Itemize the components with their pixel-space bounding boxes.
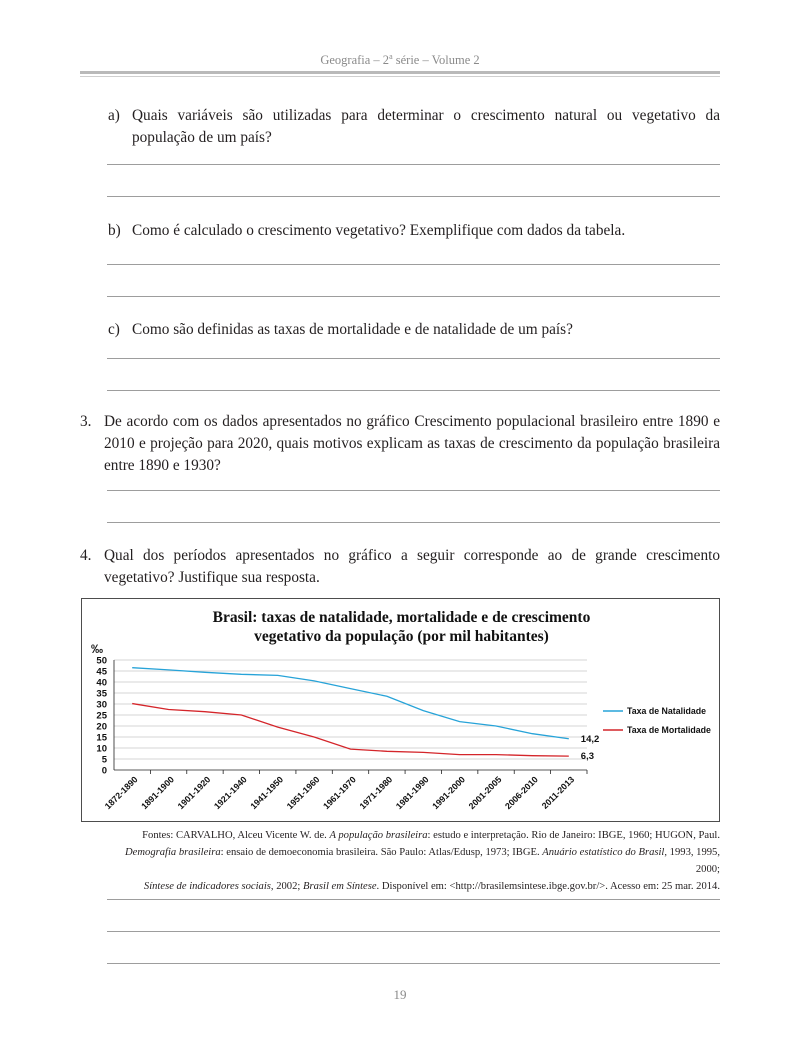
source-title: A população brasileira xyxy=(329,830,428,841)
x-tick-label: 1951-1960 xyxy=(284,774,322,812)
page-number: 19 xyxy=(393,987,407,1002)
answer-line[interactable] xyxy=(107,296,720,297)
answer-line[interactable] xyxy=(107,264,720,265)
y-tick-label: 40 xyxy=(96,677,107,689)
x-tick-label: 2011-2013 xyxy=(539,774,577,811)
y-tick-label: 0 xyxy=(101,765,107,777)
source-title: Anuário estatístico do Brasil xyxy=(542,847,665,858)
y-axis-unit: ‰ xyxy=(91,642,103,656)
sources-line-2 xyxy=(100,844,720,878)
y-tick-label: 15 xyxy=(96,732,107,744)
header-ordinal: a xyxy=(389,52,393,61)
chart-title-line2: vegetativo da população (por mil habitantes) xyxy=(254,628,549,645)
answer-line[interactable] xyxy=(107,963,720,964)
answer-line[interactable] xyxy=(107,522,720,523)
question-c-label: c) xyxy=(108,321,120,338)
running-header xyxy=(0,52,800,68)
x-tick-label: 2001-2005 xyxy=(466,774,504,812)
header-suffix: série – Volume 2 xyxy=(392,53,480,68)
source-title: Síntese de indicadores sociais xyxy=(143,881,271,892)
y-tick-label: 50 xyxy=(96,655,107,667)
answer-line[interactable] xyxy=(107,196,720,197)
x-tick-label: 1872-1890 xyxy=(102,774,140,812)
question-4 xyxy=(80,545,720,589)
header-rule-thin xyxy=(80,76,720,77)
source-text: : estudo e interpretação. Rio de Janeiro: IBGE, 1960; HUGON, Paul. xyxy=(427,830,720,841)
question-3 xyxy=(80,411,720,477)
header-prefix: Geografia – 2 xyxy=(320,53,390,68)
source-text: : ensaio de demoeconomia brasileira. São Paulo: Atlas/Edusp, 1973; IBGE. xyxy=(220,847,543,858)
sources-line-3 xyxy=(100,878,720,895)
source-text: , 1993, 1995, 2000; xyxy=(664,847,720,875)
source-text: . Disponível em: <http://brasilemsintese.ibge.gov.br/>. Acesso em: 25 mar. 2014. xyxy=(376,881,720,892)
question-b xyxy=(108,220,720,242)
y-tick-label: 5 xyxy=(101,754,107,766)
chart-sources xyxy=(100,827,720,895)
question-4-label: 4. xyxy=(80,547,92,564)
question-3-text: De acordo com os dados apresentados no gráfico Crescimento populacional brasileiro entre 1890 e 2010 e projeção para 2020, quais motivos explicam as taxas de crescimento da população brasileira entre 1890 e 1930? xyxy=(104,413,720,474)
legend-label: Taxa de Mortalidade xyxy=(627,725,711,735)
sources-line-1 xyxy=(100,827,720,844)
answer-line[interactable] xyxy=(107,931,720,932)
question-3-label: 3. xyxy=(80,413,92,430)
y-tick-label: 10 xyxy=(96,743,107,755)
source-title: Brasil em Síntese xyxy=(302,881,377,892)
question-c-text: Como são definidas as taxas de mortalidade e de natalidade de um país? xyxy=(132,321,573,338)
x-tick-label: 1921-1940 xyxy=(211,774,249,812)
end-value-label: 14,2 xyxy=(580,733,600,745)
answer-line[interactable] xyxy=(107,390,720,391)
legend-label: Taxa de Natalidade xyxy=(627,706,707,716)
series-line-natalidade xyxy=(132,668,569,739)
y-tick-label: 25 xyxy=(96,710,107,722)
answer-line[interactable] xyxy=(107,358,720,359)
y-tick-label: 35 xyxy=(96,688,107,700)
question-a-label: a) xyxy=(108,107,120,124)
y-tick-label: 45 xyxy=(96,666,107,678)
source-title: Demografia brasileira xyxy=(125,847,221,858)
x-tick-label: 1941-1950 xyxy=(248,774,286,812)
answer-line[interactable] xyxy=(107,899,720,900)
x-tick-label: 1971-1980 xyxy=(357,774,395,812)
question-a-text: Quais variáveis são utilizadas para determinar o crescimento natural ou vegetativo da população de um país? xyxy=(132,107,720,146)
source-text: Fontes: CARVALHO, Alceu Vicente W. de. xyxy=(142,830,330,841)
x-tick-label: 1961-1970 xyxy=(321,774,358,812)
question-4-text: Qual dos períodos apresentados no gráfico a seguir corresponde ao de grande crescimento vegetativo? Justifique sua resposta. xyxy=(104,547,720,586)
answer-line[interactable] xyxy=(107,490,720,491)
end-value-label: 6,3 xyxy=(580,751,595,763)
y-tick-label: 20 xyxy=(96,721,107,733)
header-rule xyxy=(80,71,720,74)
question-a xyxy=(108,105,720,149)
chart-frame xyxy=(81,598,720,822)
question-b-text: Como é calculado o crescimento vegetativo? Exemplifique com dados da tabela. xyxy=(132,222,626,239)
x-tick-label: 1981-1990 xyxy=(393,774,431,812)
question-b-label: b) xyxy=(108,222,121,239)
question-c xyxy=(108,319,720,341)
x-tick-label: 2006-2010 xyxy=(503,774,540,812)
answer-line[interactable] xyxy=(107,164,720,165)
y-tick-label: 30 xyxy=(96,699,107,711)
x-tick-label: 1901-1920 xyxy=(175,774,213,812)
line-chart xyxy=(82,599,719,821)
x-tick-label: 1991-2000 xyxy=(430,774,468,812)
source-text: , 2002; xyxy=(270,881,303,892)
chart-title-line1: Brasil: taxas de natalidade, mortalidade e de crescimento xyxy=(212,609,591,626)
x-tick-label: 1891-1900 xyxy=(139,774,176,812)
